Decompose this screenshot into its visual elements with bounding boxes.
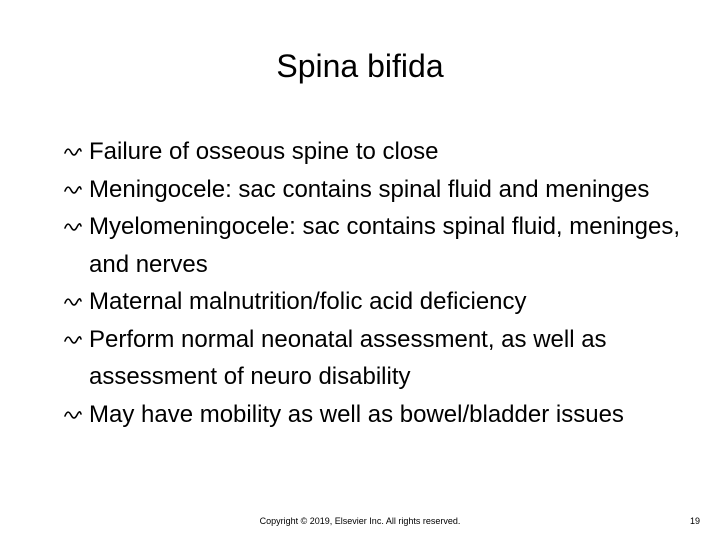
bullet-text: Myelomeningocele: sac contains spinal fluid, meninges, and nerves (89, 213, 680, 278)
footer-copyright: Copyright © 2019, Elsevier Inc. All rights reserved. (259, 516, 461, 526)
wavy-bullet-icon (64, 222, 82, 232)
wavy-bullet-icon (64, 185, 82, 195)
bullet-text: Perform normal neonatal assessment, as well as assessment of neuro disability (89, 325, 607, 390)
bullet-item (60, 208, 680, 283)
bullet-item (60, 133, 680, 171)
slide-title: Spina bifida (276, 48, 444, 84)
wavy-bullet-icon (64, 297, 82, 307)
bullet-text: Maternal malnutrition/folic acid deficiency (89, 288, 527, 315)
bullet-text: Meningocele: sac contains spinal fluid and meninges (89, 175, 650, 203)
bullet-item (60, 171, 680, 209)
bullet-list (60, 133, 680, 433)
page-number: 19 (690, 516, 701, 526)
bullet-item (60, 321, 680, 396)
bullet-text: Failure of osseous spine to close (89, 138, 439, 165)
wavy-bullet-icon (64, 147, 82, 157)
wavy-bullet-icon (64, 410, 82, 420)
wavy-bullet-icon (64, 335, 82, 345)
bullet-text: May have mobility as well as bowel/bladder issues (89, 400, 624, 428)
bullet-item (60, 283, 680, 321)
bullet-item (60, 396, 680, 434)
